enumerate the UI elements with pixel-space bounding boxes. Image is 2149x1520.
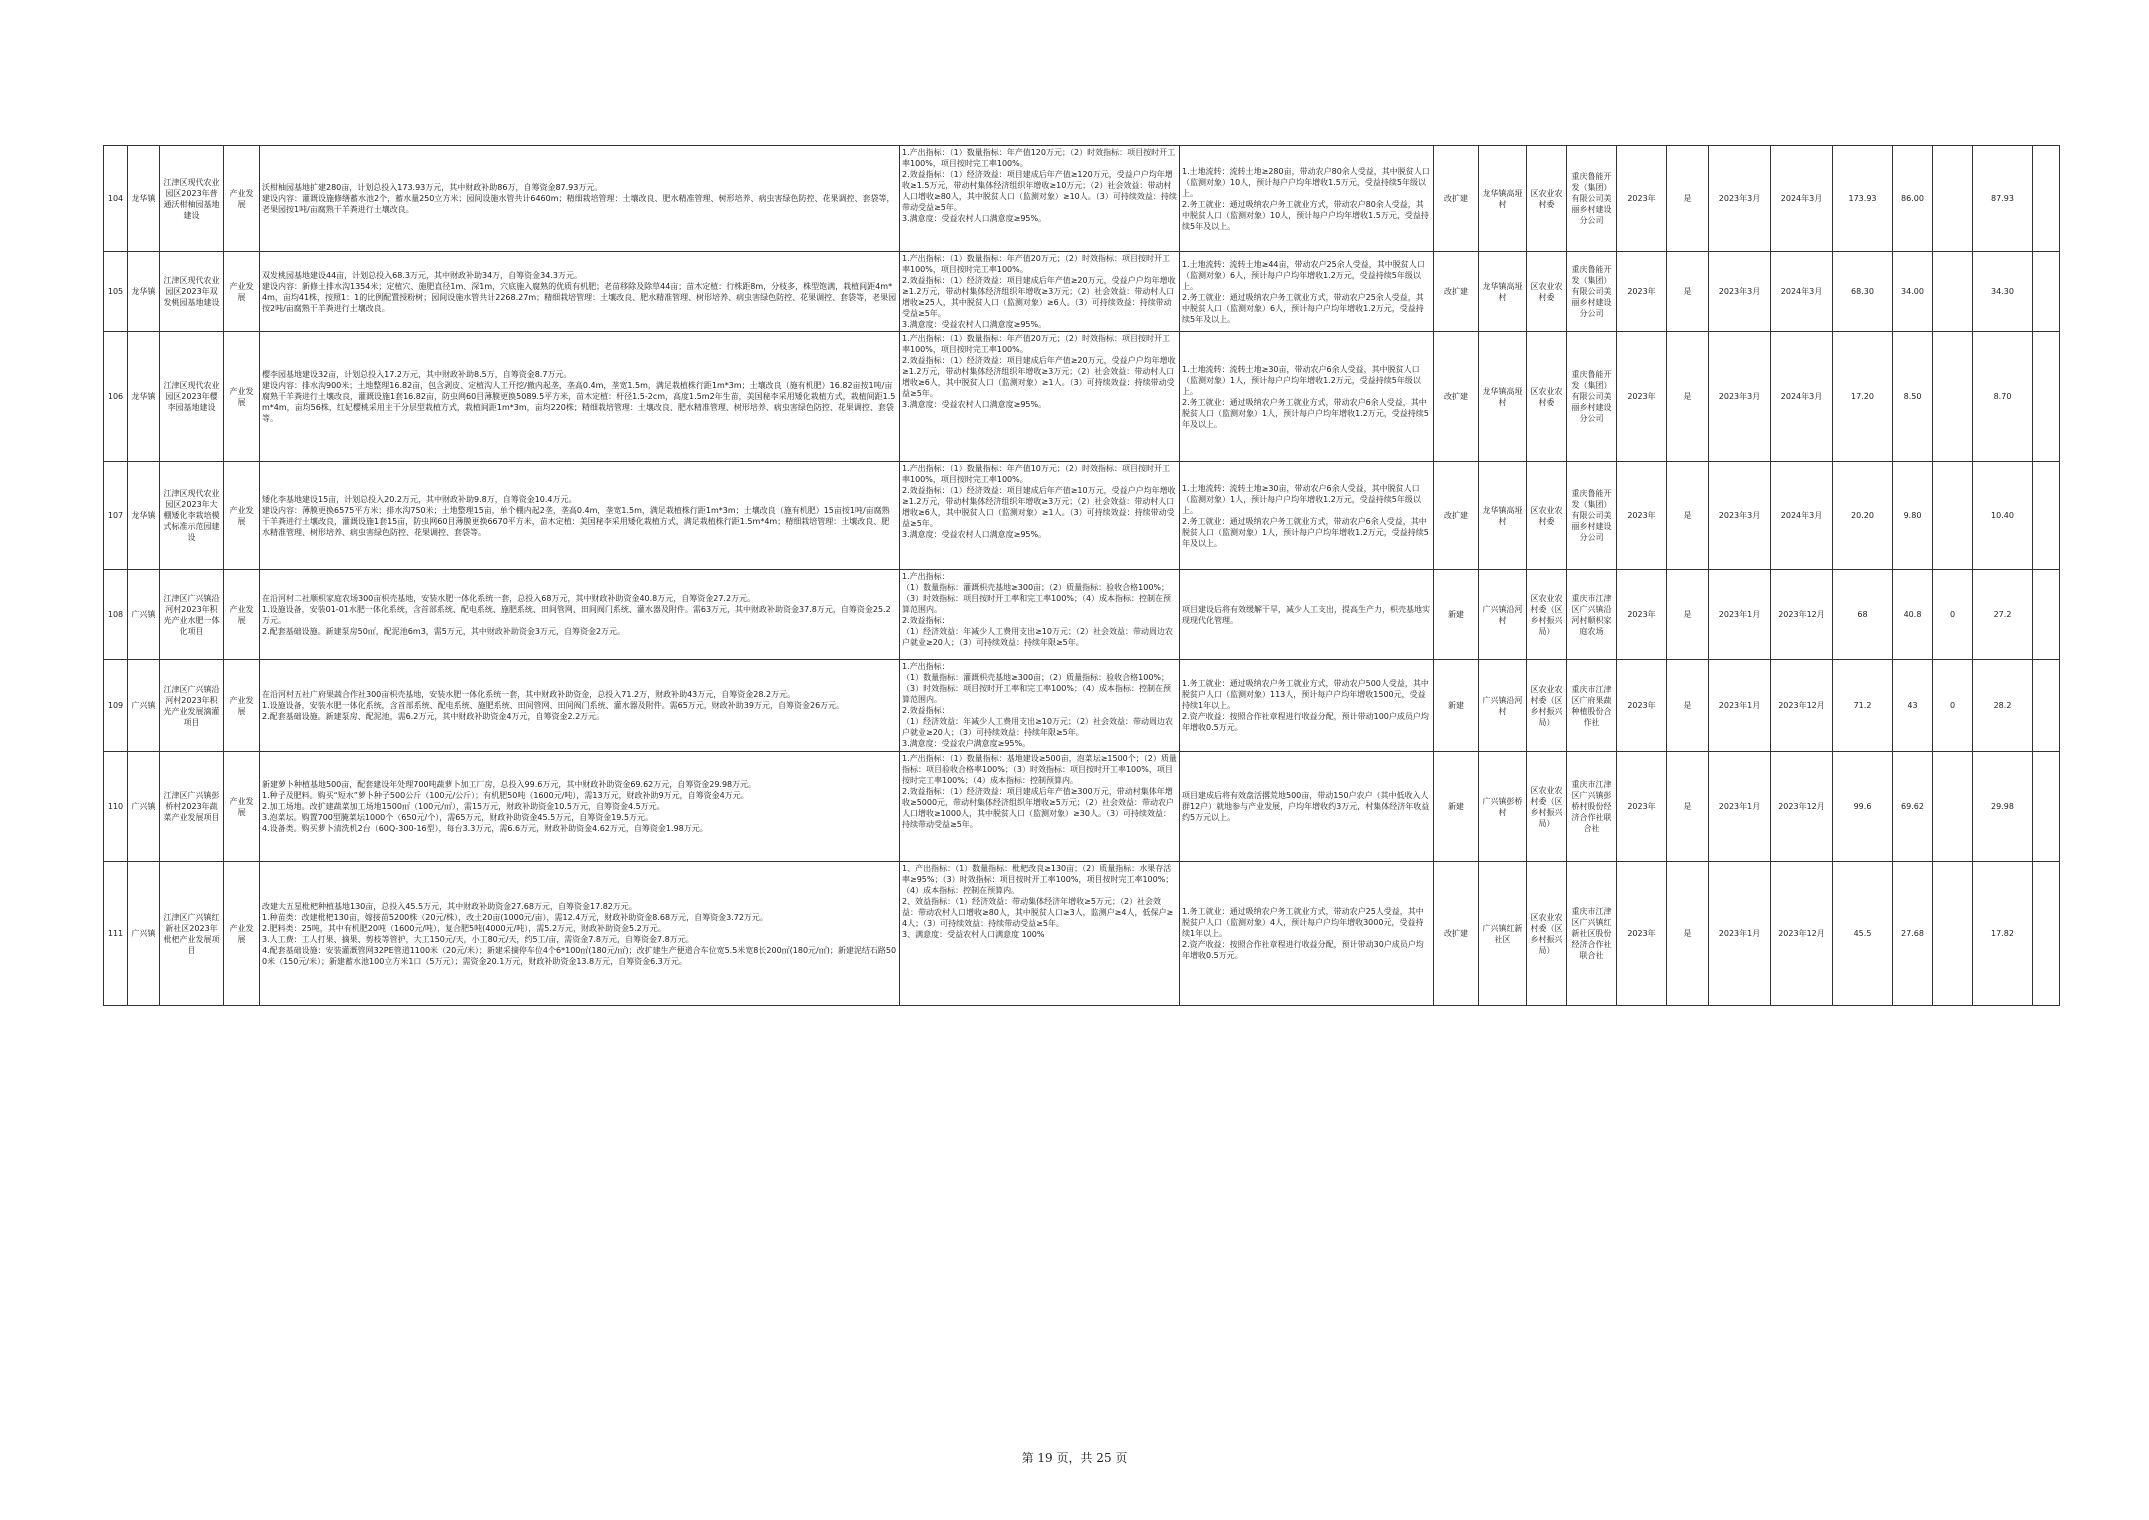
- location-cell: 龙华镇高垭村: [1479, 462, 1527, 570]
- year-cell: 2023年: [1617, 570, 1667, 660]
- total-investment-cell: 71.2: [1833, 660, 1893, 752]
- performance-indicators-cell: 1.产出指标： （1）数量指标：灌溉枳壳基地≥300亩；（2）质量指标：验收合格100%；（3）时效指标：项目按时开工率和完工率100%；（4）成本指标：控制在预算范围内。 2.效益指标： （1）经济效益：年减少人工费用支出≥10万元；（2）社会效益：带动周边农户就业≥20人；（3）可持续效益：持续年限≥5年。: [900, 570, 1180, 660]
- total-investment-cell: 173.93: [1833, 146, 1893, 252]
- end-date-cell: 2023年12月: [1771, 752, 1833, 862]
- project-name-cell: 江津区广兴镇沿河村2023年积光产业水肥一体化项目: [160, 570, 224, 660]
- project-type-cell: 产业发展: [224, 146, 260, 252]
- total-investment-cell: 68: [1833, 570, 1893, 660]
- department-cell: 区农业农村委（区乡村振兴局）: [1527, 752, 1567, 862]
- self-raised-funds-cell: 87.93: [1973, 146, 2033, 252]
- location-cell: 广兴镇沿河村: [1479, 660, 1527, 752]
- town-cell: 龙华镇: [128, 146, 160, 252]
- construction-nature-cell: 改扩建: [1434, 862, 1479, 1006]
- self-raised-funds-cell: 29.98: [1973, 752, 2033, 862]
- performance-indicators-cell: 1.产出指标： （1）数量指标：灌溉枳壳基地≥300亩；（2）质量指标：验收合格100%；（3）时效指标：项目按时开工率和完工率100%；（4）成本指标：控制在预算范围内。 2.效益指标： （1）经济效益：年减少人工费用支出≥10万元；（2）社会效益：带动周边农户就业≥20人；（3）可持续效益：持续年限≥5年。 3.满意度：受益农户满意度≥95%。: [900, 660, 1180, 752]
- location-cell: 龙华镇高垭村: [1479, 146, 1527, 252]
- benefit-mechanism-cell: 1.务工就业：通过吸纳农户务工就业方式，带动农户500人受益，其中脱贫户人口（监测对象）113人，预计每户户均年增收1500元，受益持续1年以上。 2.资产收益：按照合作社章程进行收益分配，预计带动100户成员户均年增收0.5万元。: [1180, 660, 1434, 752]
- project-type-cell: 产业发展: [224, 862, 260, 1006]
- owner-cell: 重庆市江津区广府果蔬种植股份合作社: [1567, 660, 1617, 752]
- start-date-cell: 2023年3月: [1709, 146, 1771, 252]
- department-cell: 区农业农村委: [1527, 146, 1567, 252]
- project-name-cell: 江津区现代农业园区2023年双发桃园基地建设: [160, 252, 224, 332]
- end-date-cell: 2024年3月: [1771, 462, 1833, 570]
- year-cell: 2023年: [1617, 332, 1667, 462]
- fiscal-funds-cell: 69.62: [1893, 752, 1933, 862]
- construction-content-cell: 在沿河村五社广府果蔬合作社300亩枳壳基地，安装水肥一体化系统一套，其中财政补助资金，总投入71.2万，财政补助43万元，自筹资金28.2万元。 1.设施设备，安装水肥一体化系统，含首部系统、配电系统、施肥系统、田间管网、田间阀门系统、灌水器及附件。需65万元，财政补助39万元，自筹资金26万元。 2.配套基础设施。新建泵房、配泥池，需6.2万元，其中财政补助资金4万元，自筹资金2.2万元。: [260, 660, 900, 752]
- end-date-cell: 2023年12月: [1771, 660, 1833, 752]
- start-date-cell: 2023年1月: [1709, 660, 1771, 752]
- construction-nature-cell: 新建: [1434, 752, 1479, 862]
- project-type-cell: 产业发展: [224, 332, 260, 462]
- location-cell: 广兴镇红新社区: [1479, 862, 1527, 1006]
- other-funds-cell: 0: [1933, 570, 1973, 660]
- project-type-cell: 产业发展: [224, 252, 260, 332]
- fiscal-funds-cell: 9.80: [1893, 462, 1933, 570]
- construction-content-cell: 沃柑柚园基地扩建280亩，计划总投入173.93万元，其中财政补助86万，自筹资金87.93万元。 建设内容：灌溉设施修缮蓄水池2个，蓄水量250立方米；园间设施水管共计6460m；精细栽培管理：土壤改良、肥水精准管理、树形培养、病虫害绿色防控、花果调控、套袋等，老果园按1吨/亩腐熟干羊粪进行土壤改良。: [260, 146, 900, 252]
- fiscal-funds-cell: 27.68: [1893, 862, 1933, 1006]
- construction-nature-cell: 改扩建: [1434, 462, 1479, 570]
- benefit-mechanism-cell: 1.土地流转：流转土地≥30亩，带动农户6余人受益，其中脱贫人口（监测对象）1人，预计每户户均年增收1.2万元，受益持续5年级以上。 2.务工就业：通过吸纳农户务工就业方式，带动农户6余人受益，其中脱贫人口（监测对象）1人，预计每户户均年增收1.2万元，受益持续5年及以上。: [1180, 462, 1434, 570]
- flag-cell: 是: [1667, 462, 1709, 570]
- construction-nature-cell: 改扩建: [1434, 332, 1479, 462]
- department-cell: 区农业农村委: [1527, 462, 1567, 570]
- construction-content-cell: 樱李园基地建设32亩，计划总投入17.2万元，其中财政补助8.5万，自筹资金8.7万元。 建设内容：排水沟900米；土地整理16.82亩，包含剥皮、定植沟人工开挖/撤内起垄，垄高0.4m，垄宽1.5m，满足栽植株行距1m*3m；土壤改良（施有机肥）16.82亩按1吨/亩腐熟干羊粪进行土壤改良，灌溉设施1套16.82亩，防虫网60目薄膜更换5089.5平方米，苗木定植：杆径1.5-2cm，高度1.5m2年生苗，美国秘李采用矮化栽植方式，栽植间距1.5m*4m，亩均56株，红妃樱桃采用主干分层型栽植方式，栽植间距1m*3m，亩均220株；精细栽培管理：土壤改良、肥水精准管理、树形培养、病虫害绿色防控、花果调控、套袋等。: [260, 332, 900, 462]
- blank-cell: [2033, 752, 2060, 862]
- other-funds-cell: [1933, 862, 1973, 1006]
- location-cell: 龙华镇高垭村: [1479, 332, 1527, 462]
- blank-cell: [2033, 660, 2060, 752]
- owner-cell: 重庆市江津区广兴镇彭桥村股份经济合作社联合社: [1567, 752, 1617, 862]
- year-cell: 2023年: [1617, 660, 1667, 752]
- performance-indicators-cell: 1.产出指标：（1）数量指标：年产值10万元；（2）时效指标：项目按时开工率100%，项目按时完工率100%。 2.效益指标：（1）经济效益：项目建成后年产值≥10万元，受益户户均年增收≥1.2万元，带动村集体经济组织年增收≥3万元；（2）社会效益：带动村人口增收≥6人，其中脱贫人口（监测对象）≥1人。（3）可持续效益：持续带动受益≥5年。 3.满意度：受益农村人口满意度≥95%。: [900, 462, 1180, 570]
- construction-nature-cell: 改扩建: [1434, 252, 1479, 332]
- fiscal-funds-cell: 40.8: [1893, 570, 1933, 660]
- owner-cell: 重庆市江津区广兴镇红新社区股份经济合作社联合社: [1567, 862, 1617, 1006]
- blank-cell: [2033, 462, 2060, 570]
- other-funds-cell: [1933, 252, 1973, 332]
- end-date-cell: 2023年12月: [1771, 570, 1833, 660]
- end-date-cell: 2024年3月: [1771, 146, 1833, 252]
- row-number: 105: [104, 252, 128, 332]
- project-type-cell: 产业发展: [224, 752, 260, 862]
- start-date-cell: 2023年1月: [1709, 862, 1771, 1006]
- end-date-cell: 2024年3月: [1771, 332, 1833, 462]
- other-funds-cell: [1933, 752, 1973, 862]
- fiscal-funds-cell: 8.50: [1893, 332, 1933, 462]
- table-row: [104, 752, 2060, 862]
- row-number: 106: [104, 332, 128, 462]
- construction-content-cell: 新建萝卜种植基地500亩，配套建设年处理700吨蔬萝卜加工厂房，总投入99.6万元，其中财政补助资金69.62万元，自筹资金29.98万元。 1.种子及肥料。购买“短水”萝卜种子500公斤（100元/公斤）；有机肥50吨（1600元/吨），需13万元，财政补助9万元，自筹资金4万元。 2.加工场地。改扩建蔬菜加工场地1500㎡（100元/㎡），需15万元，财政补助资金10.5万元，自筹资金4.5万元。 3.泡菜坛。购置700型腌菜坛1000个（650元/个），需65万元，财政补助资金45.5万元，自筹资金19.5万元。 4.设备类。购买萝卜清洗机2台（60Q-300-16型），每台3.3万元，需6.6万元，财政补助资金4.62万元，自筹资金1.98万元。: [260, 752, 900, 862]
- project-name-cell: 江津区现代农业园区2023年普通沃柑柚园基地建设: [160, 146, 224, 252]
- table-row: [104, 332, 2060, 462]
- end-date-cell: 2023年12月: [1771, 862, 1833, 1006]
- self-raised-funds-cell: 8.70: [1973, 332, 2033, 462]
- row-number: 104: [104, 146, 128, 252]
- department-cell: 区农业农村委（区乡村振兴局）: [1527, 570, 1567, 660]
- construction-content-cell: 改建大五星枇杷种植基地130亩，总投入45.5万元，其中财政补助资金27.68万元，自筹资金17.82万元。 1.种苗类：改建枇杷130亩，嫁接苗5200株（20元/株），改土20亩(1000元/亩），需12.4万元，财政补助资金8.68万元，自筹资金3.72万元。 2.肥料类：25吨，其中有机肥20吨（1600元/吨），复合肥5吨(4000元/吨），需5.2万元，财政补助资金5.2万元。 3.人工费：工人打果、摘果、剪枝等管护，大工150元/天，小工80元/天，约5工/亩，需资金7.8万元，自筹资金7.8万元。 4.配套基础设施：安装灌溉管网32PE管道1100米（20元/米）；新建采摘停车位4个6*100㎡(180元/㎡)；改扩建生产便道合车位宽5.5米宽8长200㎡(180元/㎡)；新建泥结石路500米（150元/米）；新建蓄水池100立方米1口（5万元）；需资金20.1万元，财政补助资金13.8万元，自筹资金6.3万元。: [260, 862, 900, 1006]
- department-cell: 区农业农村委: [1527, 332, 1567, 462]
- performance-indicators-cell: 1.产出指标：（1）数量指标：年产值120万元；（2）时效指标：项目按时开工率100%，项目按时完工率100%。 2.效益指标：（1）经济效益：项目建成后年产值≥120万元，受益户户均年增收≥1.5万元，带动村集体经济组织年增收≥10万元；（2）社会效益：带动村人口增收≥80人，其中脱贫人口（监测对象）≥10人。（3）可持续效益：持续带动受益≥5年。 3.满意度：受益农村人口满意度≥95%。: [900, 146, 1180, 252]
- owner-cell: 重庆鲁能开发（集团）有限公司美丽乡村建设分公司: [1567, 462, 1617, 570]
- benefit-mechanism-cell: 1.土地流转：流转土地≥44亩，带动农户25余人受益，其中脱贫人口（监测对象）6人，预计每户户均年增收1.2万元，受益持续5年级以上。 2.务工就业：通过吸纳农户务工就业方式，带动农户25余人受益，其中脱贫人口（监测对象）6人，预计每户户均年增收1.2万元，受益持续5年及以上。: [1180, 252, 1434, 332]
- year-cell: 2023年: [1617, 752, 1667, 862]
- total-investment-cell: 99.6: [1833, 752, 1893, 862]
- project-name-cell: 江津区现代农业园区2023年樱李园基地建设: [160, 332, 224, 462]
- table-body: [104, 146, 2060, 1006]
- construction-content-cell: 矮化李基地建设15亩，计划总投入20.2万元，其中财政补助9.8万，自筹资金10.4万元。 建设内容：薄膜更换6575平方米；排水沟750米；土地整理15亩，单个棚内起2垄，垄高0.4m，垄宽1.5m，满足栽植株行距1m*3m；土壤改良（施有机肥）15亩按1吨/亩腐熟干羊粪进行土壤改良，灌溉设施1套15亩，防虫网60目薄膜更换6670平方米，苗木定植：美国秘李采用矮化栽植方式，满足栽植株行距1.5m*4m；精细栽培管理：土壤改良、肥水精准管理、树形培养、病虫害绿色防控、花果调控、套袋等。: [260, 462, 900, 570]
- department-cell: 区农业农村委（区乡村振兴局）: [1527, 660, 1567, 752]
- construction-nature-cell: 新建: [1434, 660, 1479, 752]
- blank-cell: [2033, 146, 2060, 252]
- self-raised-funds-cell: 28.2: [1973, 660, 2033, 752]
- flag-cell: 是: [1667, 146, 1709, 252]
- table-row: [104, 252, 2060, 332]
- benefit-mechanism-cell: 1.土地流转：流转土地≥30亩，带动农户6余人受益，其中脱贫人口（监测对象）1人，预计每户户均年增收1.2万元，受益持续5年级以上。 2.务工就业：通过吸纳农户务工就业方式，带动农户6余人受益，其中脱贫人口（监测对象）1人，预计每户户均年增收1.2万元，受益持续5年及以上。: [1180, 332, 1434, 462]
- flag-cell: 是: [1667, 862, 1709, 1006]
- project-type-cell: 产业发展: [224, 660, 260, 752]
- benefit-mechanism-cell: 项目建成后将有效盘活撂荒地500亩，带动150户农户（其中低收入人群12户）就地参与产业发展，户均年增收约3万元，村集体经济年收益约5万元以上。: [1180, 752, 1434, 862]
- project-table: [103, 145, 2060, 1006]
- start-date-cell: 2023年3月: [1709, 252, 1771, 332]
- start-date-cell: 2023年3月: [1709, 462, 1771, 570]
- blank-cell: [2033, 252, 2060, 332]
- fiscal-funds-cell: 34.00: [1893, 252, 1933, 332]
- project-name-cell: 江津区广兴镇红新社区2023年枇杷产业发展项目: [160, 862, 224, 1006]
- year-cell: 2023年: [1617, 862, 1667, 1006]
- project-type-cell: 产业发展: [224, 570, 260, 660]
- total-investment-cell: 45.5: [1833, 862, 1893, 1006]
- department-cell: 区农业农村委: [1527, 252, 1567, 332]
- self-raised-funds-cell: 10.40: [1973, 462, 2033, 570]
- year-cell: 2023年: [1617, 252, 1667, 332]
- flag-cell: 是: [1667, 332, 1709, 462]
- table-row: [104, 570, 2060, 660]
- project-table-sheet: [103, 145, 2059, 1006]
- project-name-cell: 江津区现代农业园区2023年大棚矮化李栽培模式标准示范园建设: [160, 462, 224, 570]
- other-funds-cell: [1933, 462, 1973, 570]
- location-cell: 广兴镇彭桥村: [1479, 752, 1527, 862]
- year-cell: 2023年: [1617, 146, 1667, 252]
- row-number: 110: [104, 752, 128, 862]
- town-cell: 广兴镇: [128, 570, 160, 660]
- owner-cell: 重庆鲁能开发（集团）有限公司美丽乡村建设分公司: [1567, 252, 1617, 332]
- row-number: 109: [104, 660, 128, 752]
- table-row: [104, 146, 2060, 252]
- row-number: 108: [104, 570, 128, 660]
- start-date-cell: 2023年3月: [1709, 332, 1771, 462]
- blank-cell: [2033, 862, 2060, 1006]
- year-cell: 2023年: [1617, 462, 1667, 570]
- fiscal-funds-cell: 43: [1893, 660, 1933, 752]
- benefit-mechanism-cell: 1.务工就业：通过吸纳农户务工就业方式，带动农户25人受益，其中脱贫户人口（监测对象）4人，预计每户户均年增收3000元，受益持续1年以上。 2.资产收益：按照合作社章程进行收益分配，预计带动30户成员户均年增收0.5万元。: [1180, 862, 1434, 1006]
- project-type-cell: 产业发展: [224, 462, 260, 570]
- start-date-cell: 2023年1月: [1709, 752, 1771, 862]
- blank-cell: [2033, 570, 2060, 660]
- self-raised-funds-cell: 17.82: [1973, 862, 2033, 1006]
- row-number: 107: [104, 462, 128, 570]
- flag-cell: 是: [1667, 752, 1709, 862]
- blank-cell: [2033, 332, 2060, 462]
- owner-cell: 重庆鲁能开发（集团）有限公司美丽乡村建设分公司: [1567, 332, 1617, 462]
- performance-indicators-cell: 1、产出指标：（1）数量指标：枇杷改良≥130亩；（2）质量指标：水果存活率≥95%；（3）时效指标：项目按时开工率100%，项目按时完工率100%；（4）成本指标：控制在预算内。 2、效益指标：（1）经济效益：带动集体经济年增收≥5万元；（2）社会效益：带动农村人口增收≥80人，其中脱贫人口≥3人，监测户≥4人，低保户≥4人；（3）可持续效益：持续带动受益≥5年。 3、满意度：受益农村人口满意度 100%: [900, 862, 1180, 1006]
- total-investment-cell: 68.30: [1833, 252, 1893, 332]
- department-cell: 区农业农村委（区乡村振兴局）: [1527, 862, 1567, 1006]
- construction-nature-cell: 新建: [1434, 570, 1479, 660]
- table-row: [104, 660, 2060, 752]
- self-raised-funds-cell: 27.2: [1973, 570, 2033, 660]
- owner-cell: 重庆鲁能开发（集团）有限公司美丽乡村建设分公司: [1567, 146, 1617, 252]
- total-investment-cell: 17.20: [1833, 332, 1893, 462]
- project-name-cell: 江津区广兴镇彭桥村2023年蔬菜产业发展项目: [160, 752, 224, 862]
- self-raised-funds-cell: 34.30: [1973, 252, 2033, 332]
- construction-nature-cell: 改扩建: [1434, 146, 1479, 252]
- benefit-mechanism-cell: 项目建设后将有效缓解干旱，减少人工支出，提高生产力，枳壳基地实现现代化管理。: [1180, 570, 1434, 660]
- performance-indicators-cell: 1.产出指标：（1）数量指标：基地建设≥500亩，泡菜坛≥1500个；（2）质量指标：项目验收合格率100%；（3）时效指标：项目按时开工率100%，项目按时完工率100%；（4）成本指标：控制预算内。 2.效益指标：（1）经济效益：项目建成后年产值≥300万元，带动村集体年增收≥5000元，带动村集体经济组织年增收≥5万元；（2）社会效益：带动农户人口增收≥1000人，其中脱贫人口（监测对象）≥30人。（3）可持续效益：持续带动受益≥5年。: [900, 752, 1180, 862]
- location-cell: 广兴镇沿河村: [1479, 570, 1527, 660]
- table-row: [104, 862, 2060, 1006]
- flag-cell: 是: [1667, 570, 1709, 660]
- construction-content-cell: 在沿河村二社顺枳家庭农场300亩枳壳基地，安装水肥一体化系统一套，总投入68万元，其中财政补助资金40.8万元，自筹资金27.2万元。 1.设施设备，安装01-01水肥一体化系统，含首部系统、配电系统、施肥系统、田间管网、田间阀门系统、灌水器及附件。需63万元，其中财政补助资金37.8万元，自筹资金25.2万元。 2.配套基础设施。新建泵房50㎡，配泥池6m3，需5万元，其中财政补助资金3万元，自筹资金2万元。: [260, 570, 900, 660]
- row-number: 111: [104, 862, 128, 1006]
- construction-content-cell: 双发桃园基地建设44亩，计划总投入68.3万元，其中财政补助34万，自筹资金34.3万元。 建设内容：新修土排水沟1354米；定植穴、施肥直径1m、深1m，穴底施入腐熟的优质有机肥；老苗移除及除草44亩；苗木定植：行株距8m，分枝多，株型饱满，栽植间距4m*4m，亩均41株，按照1：1的比例配置授粉树；园间设施水管共计2268.27m；精细栽培管理：土壤改良、肥水精准管理、树形培养、病虫害绿色防控、花果调控、套袋等，老果园按2吨/亩腐熟干羊粪进行土壤改良。: [260, 252, 900, 332]
- fiscal-funds-cell: 86.00: [1893, 146, 1933, 252]
- owner-cell: 重庆市江津区广兴镇沿河村顺枳家庭农场: [1567, 570, 1617, 660]
- town-cell: 龙华镇: [128, 462, 160, 570]
- flag-cell: 是: [1667, 252, 1709, 332]
- project-name-cell: 江津区广兴镇沿河村2023年积光产业发展滴灌项目: [160, 660, 224, 752]
- benefit-mechanism-cell: 1.土地流转：流转土地≥280亩，带动农户80余人受益，其中脱贫人口（监测对象）10人，预计每户户均年增收1.5万元，受益持续5年级以上。 2.务工就业：通过吸纳农户务工就业方式，带动农户80余人受益，其中脱贫人口（监测对象）10人，预计每户户均年增收1.5万元，受益持续5年及以上。: [1180, 146, 1434, 252]
- total-investment-cell: 20.20: [1833, 462, 1893, 570]
- performance-indicators-cell: 1.产出指标：（1）数量指标：年产值20万元；（2）时效指标：项目按时开工率100%，项目按时完工率100%。 2.效益指标：（1）经济效益：项目建成后年产值≥20万元，受益户户均年增收≥1.2万元，带动村集体经济组织年增收≥3万元；（2）社会效益：带动村人口增收≥6人，其中脱贫人口（监测对象）≥1人。（3）可持续效益：持续带动受益≥5年。 3.满意度：受益农村人口满意度≥95%。: [900, 332, 1180, 462]
- other-funds-cell: 0: [1933, 660, 1973, 752]
- performance-indicators-cell: 1.产出指标：（1）数量指标：年产值20万元；（2）时效指标：项目按时开工率100%，项目按时完工率100%。 2.效益指标：（1）经济效益：项目建成后年产值≥20万元，受益户户均年增收≥1.2万元，带动村集体经济组织年增收≥3万元；（2）社会效益：带动村人口增收≥25人，其中脱贫人口（监测对象）≥6人。（3）可持续效益：持续带动受益≥5年。 3.满意度：受益农村人口满意度≥95%。: [900, 252, 1180, 332]
- town-cell: 广兴镇: [128, 752, 160, 862]
- table-row: [104, 462, 2060, 570]
- town-cell: 广兴镇: [128, 862, 160, 1006]
- other-funds-cell: [1933, 146, 1973, 252]
- flag-cell: 是: [1667, 660, 1709, 752]
- start-date-cell: 2023年1月: [1709, 570, 1771, 660]
- town-cell: 龙华镇: [128, 252, 160, 332]
- town-cell: 广兴镇: [128, 660, 160, 752]
- location-cell: 龙华镇高垭村: [1479, 252, 1527, 332]
- page-footer: 第 19 页，共 25 页: [1021, 1451, 1128, 1465]
- other-funds-cell: [1933, 332, 1973, 462]
- town-cell: 龙华镇: [128, 332, 160, 462]
- end-date-cell: 2024年3月: [1771, 252, 1833, 332]
